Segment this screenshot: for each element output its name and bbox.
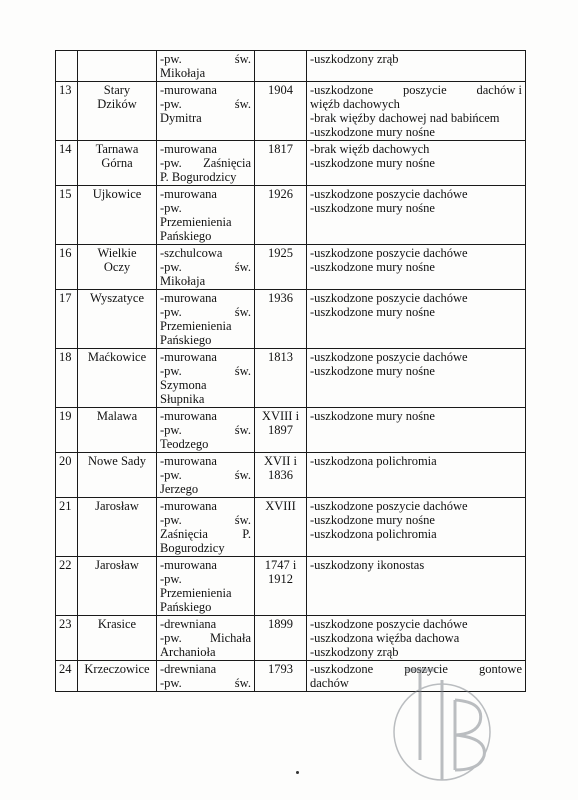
church-cell [157,82,255,141]
cell-line-part: poszycie [404,662,448,676]
cell-line-part: -pw. [160,423,182,437]
year-cell [255,661,307,692]
table-row [56,290,526,349]
cell-line: więźb dachowych [310,97,400,111]
cell-line: -murowana [160,350,217,364]
cell-line: Tarnawa [95,142,139,156]
cell-line-part: św. [234,364,251,378]
cell-line: Wielkie [97,246,137,260]
damage-cell [307,245,526,290]
cell-line: 1936 [268,291,293,305]
cell-line: Maćkowice [87,350,147,364]
cell-line: XVIII i [261,409,300,423]
cell-line: Przemienienia [160,319,232,333]
cell-line: -uszkodzone mury nośne [310,201,435,215]
cell-line: XVII i [264,454,297,468]
row-number: 17 [56,290,78,349]
cell-line: -drewniana [160,617,217,631]
cell-line: Bogurodzicy [160,541,225,555]
cell-line: -uszkodzone mury nośne [310,513,435,527]
year-cell [255,349,307,408]
row-number [56,51,78,82]
cell-line: Mikołaja [160,66,206,80]
cell-line-part: -pw. [160,364,182,378]
cell-line: -brak więźb dachowych [310,142,430,156]
cell-line [160,513,251,527]
cell-line-part: -pw. [160,305,182,319]
cell-line-part: -pw. [160,260,182,274]
cell-line [310,83,522,97]
cell-line: Teodzego [160,437,209,451]
cell-line-part: -pw. [160,468,182,482]
church-cell [157,290,255,349]
cell-line-part: -pw. [160,97,182,111]
year-cell [255,498,307,557]
cell-line-part: gontowe [478,662,522,676]
table-row [56,453,526,498]
cell-line-part: -uszkodzone [310,83,374,97]
cell-line-part: św. [234,676,251,690]
damage-cell [307,186,526,245]
cell-line-part: -uszkodzone [310,662,374,676]
cell-line: Malawa [96,409,138,423]
year-cell [255,51,307,82]
damage-cell [307,51,526,82]
cell-line [160,364,251,378]
cell-line: Mikołaja [160,274,206,288]
cell-line-part: Michała [210,631,251,645]
row-number: 24 [56,661,78,692]
damage-cell [307,141,526,186]
place-cell [78,290,157,349]
cell-line [160,97,251,111]
row-number: 23 [56,616,78,661]
cell-line [160,156,251,170]
year-cell [255,557,307,616]
damage-cell [307,498,526,557]
cell-line: -murowana [160,499,217,513]
place-cell [78,186,157,245]
cell-line: -uszkodzone poszycie dachówe [310,246,468,260]
place-cell [78,245,157,290]
row-number: 13 [56,82,78,141]
cell-line: Ujkowice [92,187,142,201]
cell-line: Stary [103,83,131,97]
cell-line: Nowe Sady [88,454,146,468]
cell-line [160,468,251,482]
cell-line-part: św. [234,305,251,319]
cell-line: Górna [101,156,133,170]
table-body [56,51,526,692]
cell-line: -uszkodzone poszycie dachówe [310,291,468,305]
cell-line [160,305,251,319]
table-row [56,186,526,245]
cell-line [160,676,251,690]
cell-line: -uszkodzone poszycie dachówe [310,187,468,201]
cell-line: -murowana [160,187,217,201]
church-cell [157,557,255,616]
cell-line [160,527,251,541]
place-cell [78,141,157,186]
cell-line: -uszkodzony zrąb [310,52,399,66]
cell-line: Dzików [97,97,137,111]
cell-line-part: -pw. [160,513,182,527]
page-dot [296,771,299,774]
table-row [56,408,526,453]
cell-line: 1897 [268,423,293,437]
cell-line: Oczy [103,260,131,274]
cell-line: -uszkodzone poszycie dachówe [310,499,468,513]
cell-line: 1912 [268,572,293,586]
cell-line-part: św. [234,468,251,482]
cell-line [160,260,251,274]
church-cell [157,349,255,408]
year-cell [255,290,307,349]
cell-line-part: Zaśnięcia [203,156,251,170]
year-cell [255,408,307,453]
cell-line: 1817 [268,142,293,156]
row-number: 20 [56,453,78,498]
table-row [56,557,526,616]
cell-line: 1813 [268,350,293,364]
cell-line: P. Bogurodzicy [160,170,237,184]
cell-line: -szchulcowa [160,246,223,260]
row-number: 16 [56,245,78,290]
cell-line: -murowana [160,142,217,156]
cell-line: Jarosław [95,499,139,513]
church-cell [157,186,255,245]
place-cell [78,82,157,141]
cell-line: -uszkodzona polichromia [310,527,437,541]
cell-line-part: św. [234,423,251,437]
cell-line: 1899 [268,617,293,631]
cell-line: -murowana [160,291,217,305]
cell-line: -uszkodzona więźba dachowa [310,631,460,645]
row-number: 18 [56,349,78,408]
place-cell [78,616,157,661]
place-cell [78,661,157,692]
cell-line: Słupnika [160,392,205,406]
year-cell [255,82,307,141]
cell-line-part: dachów i [476,83,522,97]
cell-line: Dymitra [160,111,202,125]
cell-line: Wyszatyce [89,291,145,305]
year-cell [255,186,307,245]
cell-line: -uszkodzone mury nośne [310,409,435,423]
cell-line: 1925 [268,246,293,260]
cell-line: Pańskiego [160,333,212,347]
year-cell [255,245,307,290]
church-cell [157,453,255,498]
damage-cell [307,557,526,616]
place-cell [78,408,157,453]
cell-line: -uszkodzone poszycie dachówe [310,350,468,364]
cell-line: -murowana [160,454,217,468]
cell-line: -uszkodzony zrąb [310,645,399,659]
cell-line-part: Zaśnięcia [160,527,208,541]
cell-line-part: św. [234,260,251,274]
cell-line [160,52,251,66]
cell-line: -brak więźby dachowej nad babińcem [310,111,500,125]
table-row [56,498,526,557]
table-row [56,349,526,408]
cell-line: Jerzego [160,482,199,496]
cell-line [160,423,251,437]
damage-cell [307,290,526,349]
table-row [56,51,526,82]
place-cell [78,51,157,82]
cell-line: Szymona [160,378,207,392]
cell-line: -pw. [160,572,182,586]
cell-line: -uszkodzona polichromia [310,454,437,468]
cell-line: Krasice [97,617,137,631]
table-row [56,245,526,290]
cell-line: 1836 [268,468,293,482]
row-number: 14 [56,141,78,186]
row-number: 15 [56,186,78,245]
cell-line: dachów [310,676,349,690]
church-damage-table [55,50,526,692]
cell-line: -uszkodzone mury nośne [310,305,435,319]
place-cell [78,453,157,498]
cell-line-part: -pw. [160,156,182,170]
cell-line-part: -pw. [160,52,182,66]
church-cell [157,498,255,557]
cell-line: -drewniana [160,662,217,676]
cell-line [160,631,251,645]
church-cell [157,51,255,82]
cell-line-part: -pw. [160,631,182,645]
cell-line-part: P. [242,527,251,541]
row-number: 19 [56,408,78,453]
cell-line: -uszkodzony ikonostas [310,558,425,572]
church-cell [157,141,255,186]
row-number: 21 [56,498,78,557]
cell-line: -murowana [160,409,217,423]
cell-line: -murowana [160,558,217,572]
damage-cell [307,453,526,498]
place-cell [78,557,157,616]
row-number: 22 [56,557,78,616]
year-cell [255,141,307,186]
damage-cell [307,349,526,408]
damage-cell [307,82,526,141]
place-cell [78,349,157,408]
cell-line: XVIII [265,499,296,513]
cell-line: 1926 [268,187,293,201]
church-cell [157,616,255,661]
cell-line: -murowana [160,83,217,97]
year-cell [255,453,307,498]
cell-line: Pańskiego [160,229,212,243]
cell-line-part: -pw. [160,676,182,690]
cell-line: Jarosław [95,558,139,572]
cell-line-part: św. [234,52,251,66]
cell-line: -uszkodzone poszycie dachówe [310,617,468,631]
cell-line: 1904 [268,83,293,97]
church-cell [157,408,255,453]
cell-line: 1747 i [264,558,297,572]
cell-line: -uszkodzone mury nośne [310,156,435,170]
cell-line-part: poszycie [402,83,447,97]
cell-line: Archanioła [160,645,216,659]
table-row [56,82,526,141]
archive-stamp [380,640,500,790]
cell-line: -uszkodzone mury nośne [310,260,435,274]
year-cell [255,616,307,661]
cell-line: Pańskiego [160,600,212,614]
church-cell [157,661,255,692]
cell-line-part: św. [234,513,251,527]
table-row [56,141,526,186]
cell-line: 1793 [268,662,293,676]
cell-line: Krzeczowice [84,662,150,676]
place-cell [78,498,157,557]
cell-line: Przemienienia [160,215,232,229]
church-cell [157,245,255,290]
cell-line: Przemienienia [160,586,232,600]
cell-line: -uszkodzone mury nośne [310,364,435,378]
cell-line: -uszkodzone mury nośne [310,125,435,139]
cell-line-part: św. [234,97,251,111]
damage-cell [307,408,526,453]
cell-line: -pw. [160,201,182,215]
